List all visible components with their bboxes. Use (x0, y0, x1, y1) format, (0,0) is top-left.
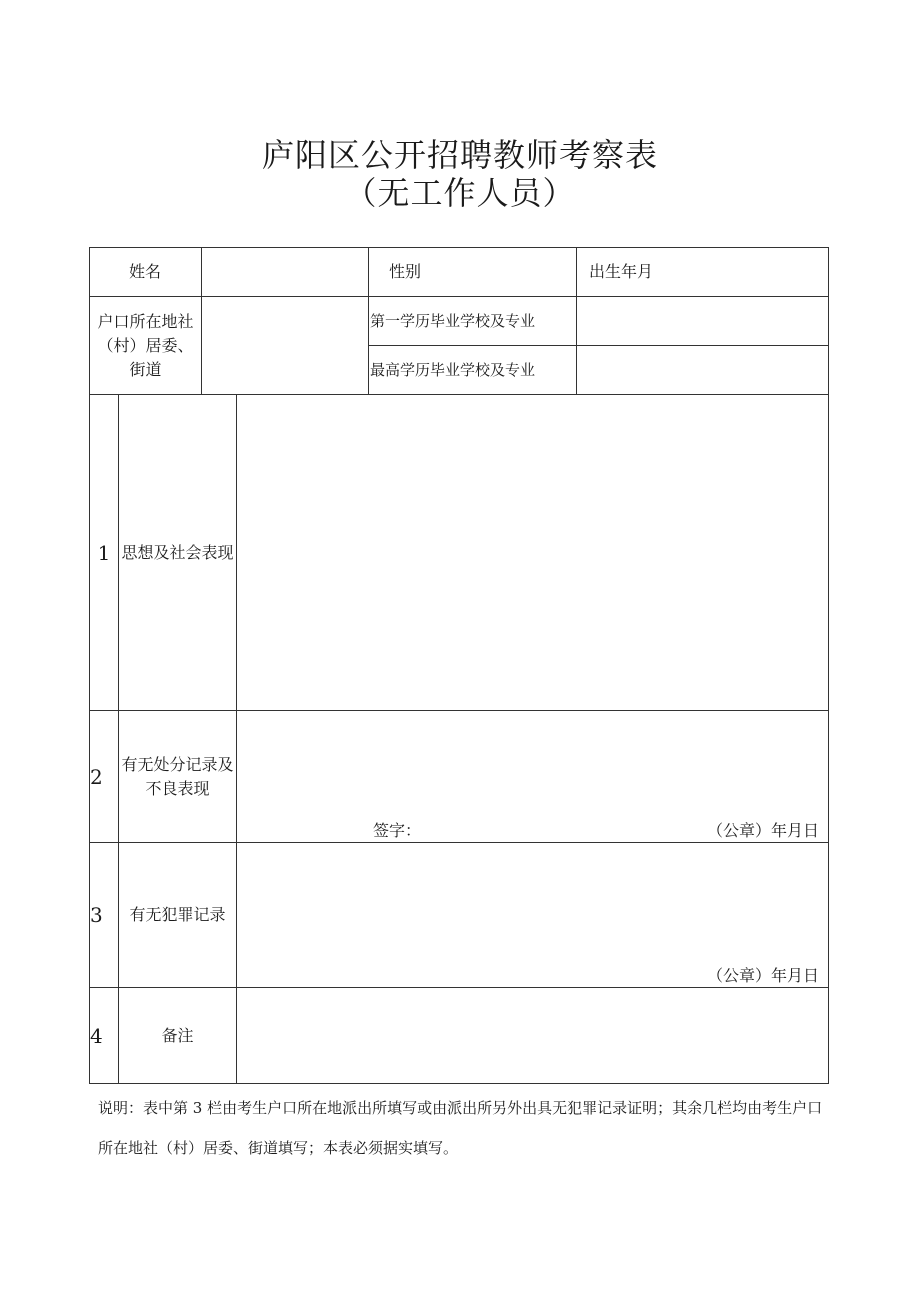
residence-field[interactable] (202, 297, 367, 394)
section-number: 4 (90, 1023, 103, 1048)
stamp-date-label: （公章）年月日 (706, 966, 819, 985)
section-label-remarks: 备注 (161, 1025, 194, 1045)
name-label: 姓名 (128, 262, 161, 281)
section-label-conduct: 思想及社会表现 (121, 542, 234, 562)
remarks-content-field[interactable] (237, 988, 828, 1083)
section-label-criminal: 有无犯罪记录 (129, 905, 226, 924)
name-field[interactable] (202, 248, 367, 296)
birth-label: 出生年月 (589, 262, 654, 281)
highest-edu-field[interactable] (577, 346, 827, 394)
col-divider (368, 247, 369, 395)
first-edu-label: 第一学历毕业学校及专业 (370, 312, 536, 330)
section-label-discipline: 有无处分记录及不良表现 (121, 754, 234, 798)
border-bottom (89, 1083, 829, 1084)
residence-label: 户口所在地社（村）居委、街道 (97, 311, 194, 379)
section-number: 3 (90, 903, 103, 927)
title-line-1: 庐阳区公开招聘教师考察表 (261, 136, 658, 174)
criminal-content-field[interactable] (237, 843, 828, 953)
stamp-date-label: （公章）年月日 (706, 821, 819, 840)
signature-label: 签字： (373, 821, 422, 840)
title-line-2: （无工作人员） (344, 174, 576, 212)
gender-label: 性别 (389, 262, 422, 281)
section-number: 2 (90, 764, 103, 789)
explanatory-note: 说明：表中第 3 栏由考生户口所在地派出所填写或由派出所另外出具无犯罪记录证明；其余几栏均由考生户口所在地社（村）居委、街道填写；本表必须据实填写。 (98, 1099, 823, 1157)
discipline-content-field[interactable] (237, 711, 828, 811)
assessment-form (89, 247, 829, 1084)
highest-edu-label: 最高学历毕业学校及专业 (370, 361, 536, 379)
first-edu-field[interactable] (577, 297, 827, 345)
col-divider (118, 394, 119, 1084)
conduct-content-field[interactable] (237, 395, 828, 710)
border-right (828, 247, 829, 1084)
section-number: 1 (97, 540, 111, 565)
